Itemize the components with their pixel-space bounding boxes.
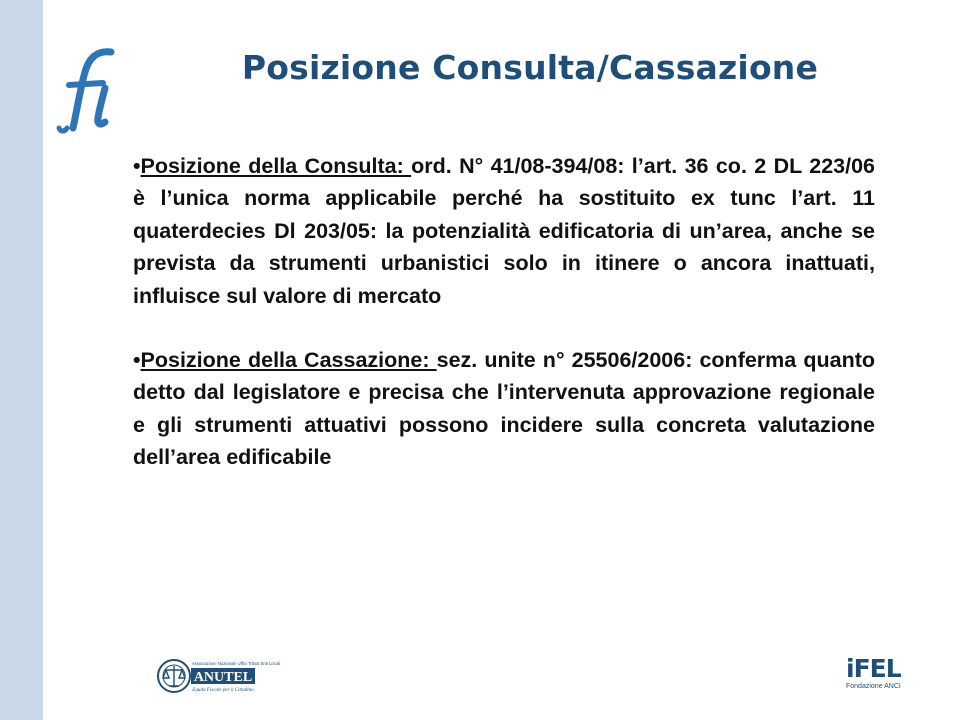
content-area (133, 150, 875, 474)
paragraph-consulta (133, 150, 875, 312)
ifel-name: iFEL (846, 654, 901, 683)
anutel-logo (157, 656, 280, 696)
bullet: • (133, 348, 141, 373)
anutel-tagline-top: Associazione Nazionale Uffici Tributi Enti Locali (192, 661, 280, 666)
left-decorative-band (0, 0, 43, 720)
ifel-subtitle: Fondazione ANCI (846, 683, 901, 690)
paragraph-lead: Posizione della Consulta: (140, 154, 412, 178)
paragraph-text: ord. N° 41/08-394/08: l’art. 36 co. 2 DL 223/06 è l’unica norma applicabile perché ha sostituito ex tunc l’art. 11 quaterdecies Dl 203/05: la potenzialità edificatoria di un’area, anche se prevista da strumenti urbanistici solo in itinere o ancora inattuati, influisce sul valore di mercato (133, 154, 875, 308)
fi-logo-icon (55, 40, 125, 135)
ifel-logo (846, 656, 906, 700)
paragraph-text: sez. unite n° 25506/2006: conferma quanto detto dal legislatore e precisa che l’intervenuta approvazione regionale e gli strumenti attuativi possono incidere sulla concreta valutazione dell’area edificabile (133, 348, 875, 470)
anutel-tagline-bottom: Equità Fiscale per il Cittadino (192, 688, 254, 693)
bullet: • (133, 154, 141, 178)
paragraph-lead: Posizione della Cassazione: (140, 348, 437, 373)
paragraph-cassazione (133, 344, 875, 474)
anutel-name: ANUTEL (193, 670, 253, 685)
slide-title: Posizione Consulta/Cassazione (241, 48, 819, 87)
